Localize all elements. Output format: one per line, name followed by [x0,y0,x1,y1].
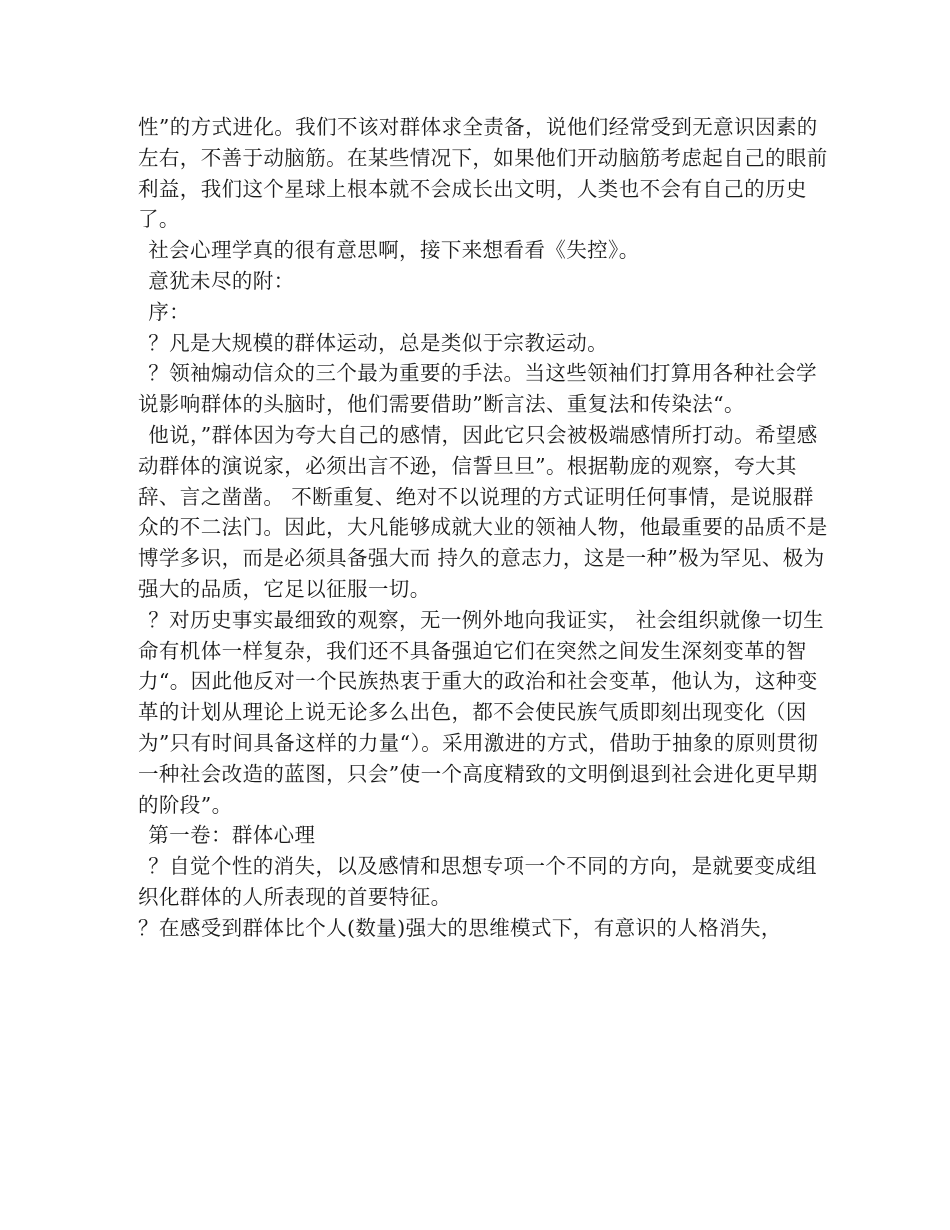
paragraph-4: 序： [148,299,191,324]
paragraph-5: ？凡是大规模的群体运动，总是类似于宗教运动。 [148,330,609,355]
paragraph-7: 他说，”群体因为夸大自己的感情，因此它只会被极端感情所打动。希望感动群体的演说家，必须出言不逊，信誓旦旦”。根据勒庞的观察，夸大其辞、言之凿凿。 不断重复、绝对不以说理的方式证明任何事情，是说服群众的不二法门。因此，大凡能够成就大业的领袖人物，他最重要的品质不是博学多识，而是必须具备强大而 持久的意志力，这是一种”极为罕见、极为强大的品质，它足以征服一切。 [138,422,828,601]
paragraph-10: ？自觉个性的消失，以及感情和思想专项一个不同的方向，是就要变成组织化群体的人所表现的首要特征。 [138,854,818,909]
paragraph-8: ？对历史事实最细致的观察，无一例外地向我证实， 社会组织就像一切生命有机体一样复杂，我们还不具备强迫它们在突然之间发生深刻变革的智力“。因此他反对一个民族热衷于重大的政治和社会变革，他认为，这种变革的计划从理论上说无论多么出色，都不会使民族气质即刻出现变化（因为”只有时间具备这样的力量“）。采用激进的方式，借助于抽象的原则贯彻一种社会改造的蓝图，只会”使一个高度精致的文明倒退到社会进化更早期的阶段”。 [138,607,824,817]
paragraph-11: ？在感受到群体比个人(数量)强大的思维模式下，有意识的人格消失， [138,915,782,940]
document-body [138,112,828,944]
paragraph-6: ？领袖煽动信众的三个最为重要的手法。当这些领袖们打算用各种社会学说影响群体的头脑时，他们需要借助”断言法、重复法和传染法“。 [138,361,818,417]
paragraph-9: 第一卷：群体心理 [148,823,316,848]
paragraph-1: 性”的方式进化。我们不该对群体求全责备，说他们经常受到无意识因素的左右，不善于动脑筋。在某些情况下，如果他们开动脑筋考虑起自己的眼前利益，我们这个星球上根本就不会成长出文明，人类也不会有自己的历史了。 [138,115,828,232]
paragraph-3: 意犹未尽的附： [148,268,295,293]
paragraph-2: 社会心理学真的很有意思啊，接下来想看看《失控》。 [148,238,640,263]
